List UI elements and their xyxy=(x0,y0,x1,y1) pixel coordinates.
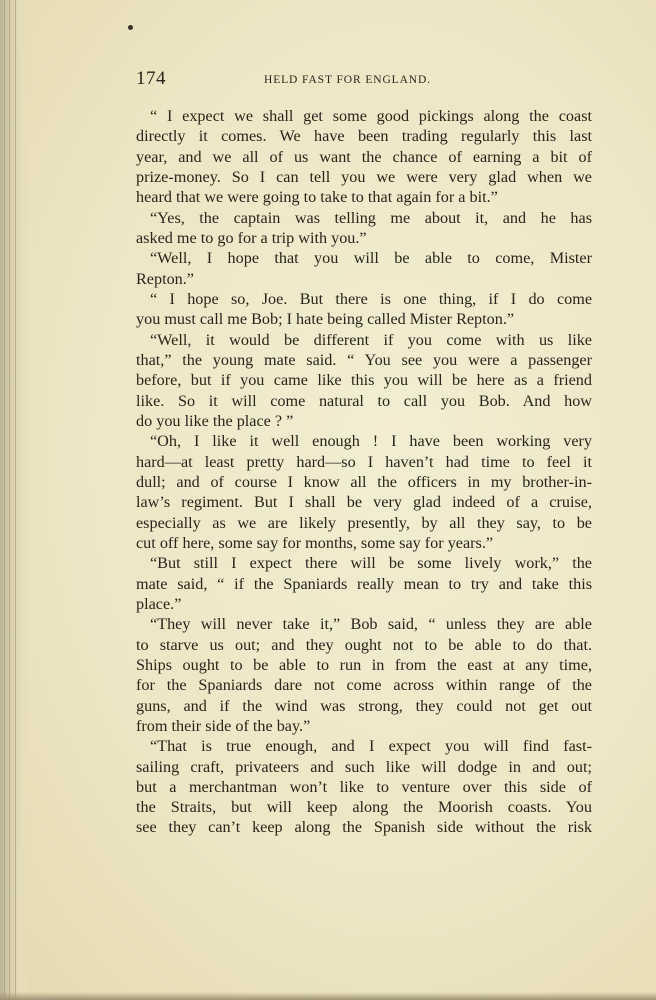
text-line: heard that we were going to take to that again for a bit.” xyxy=(136,188,498,207)
text-line: “But still I expect there will be some lively work,” the xyxy=(150,554,592,573)
text-line: guns, and if the wind was strong, they could not get out xyxy=(136,696,592,715)
binding-line xyxy=(4,0,5,1000)
text-line: before, but if you came like this you will be here as a friend xyxy=(136,371,592,390)
page-bottom-edge xyxy=(0,992,656,1000)
text-line: “ I expect we shall get some good pickings along the coast xyxy=(150,107,592,125)
text-line: for the Spaniards dare not come across within range of the xyxy=(136,676,592,695)
text-line: “Well, I hope that you will be able to come, Mister xyxy=(150,249,592,268)
text-line: “They will never take it,” Bob said, “ unless they are able xyxy=(150,615,592,634)
page-body-text xyxy=(136,106,592,838)
text-line: “Oh, I like it well enough ! I have been working very xyxy=(150,432,592,451)
text-line: “That is true enough, and I expect you will find fast- xyxy=(150,737,592,756)
text-line: law’s regiment. But I shall be very glad indeed of a cruise, xyxy=(136,493,592,512)
text-line: do you like the place ? ” xyxy=(136,411,294,430)
text-line: you must call me Bob; I hate being called Mister Repton.” xyxy=(136,310,515,329)
text-line: cut off here, some say for months, some say for years.” xyxy=(136,533,494,552)
text-line: mate said, “ if the Spaniards really mean to try and take this xyxy=(136,574,592,593)
text-line: like. So it will come natural to call you Bob. And how xyxy=(136,391,592,410)
page-number: 174 xyxy=(136,68,166,89)
text-line: “Well, it would be different if you come with us like xyxy=(150,330,592,349)
text-line: directly it comes. We have been trading regularly this last xyxy=(136,127,592,146)
page-binding-shadow xyxy=(0,0,30,1000)
text-line: dull; and of course I know all the officers in my brother-in- xyxy=(136,472,592,491)
text-line: to starve us out; and they ought not to be able to do that. xyxy=(136,635,592,654)
text-line: the Straits, but will keep along the Moorish coasts. You xyxy=(136,798,592,817)
ink-dot xyxy=(128,25,133,30)
text-line: hard—at least pretty hard—so I haven’t had time to feel it xyxy=(136,452,592,471)
text-line: place.” xyxy=(136,594,182,613)
binding-line xyxy=(9,0,10,1000)
text-line: from their side of the bay.” xyxy=(136,716,311,735)
text-line: year, and we all of us want the chance of earning a bit of xyxy=(136,147,592,166)
page-header xyxy=(136,68,592,98)
text-line: especially as we are likely presently, by all they say, to be xyxy=(136,513,592,532)
text-line: “Yes, the captain was telling me about it, and he has xyxy=(150,208,592,227)
running-title: HELD FAST FOR ENGLAND. xyxy=(264,74,431,86)
text-line: Repton.” xyxy=(136,269,194,288)
text-line: sailing craft, privateers and such like will dodge in and out; xyxy=(136,757,592,776)
binding-line xyxy=(15,0,16,1000)
text-line: Ships ought to be able to run in from the east at any time, xyxy=(136,655,592,674)
text-line: that,” the young mate said. “ You see you were a passenger xyxy=(136,350,592,369)
text-line: “ I hope so, Joe. But there is one thing, if I do come xyxy=(150,289,592,308)
text-line: asked me to go for a trip with you.” xyxy=(136,228,367,247)
text-line: prize-money. So I can tell you we were very glad when we xyxy=(136,167,592,186)
text-line: see they can’t keep along the Spanish side without the risk xyxy=(136,818,592,837)
text-line: but a merchantman won’t like to venture over this side of xyxy=(136,777,592,796)
